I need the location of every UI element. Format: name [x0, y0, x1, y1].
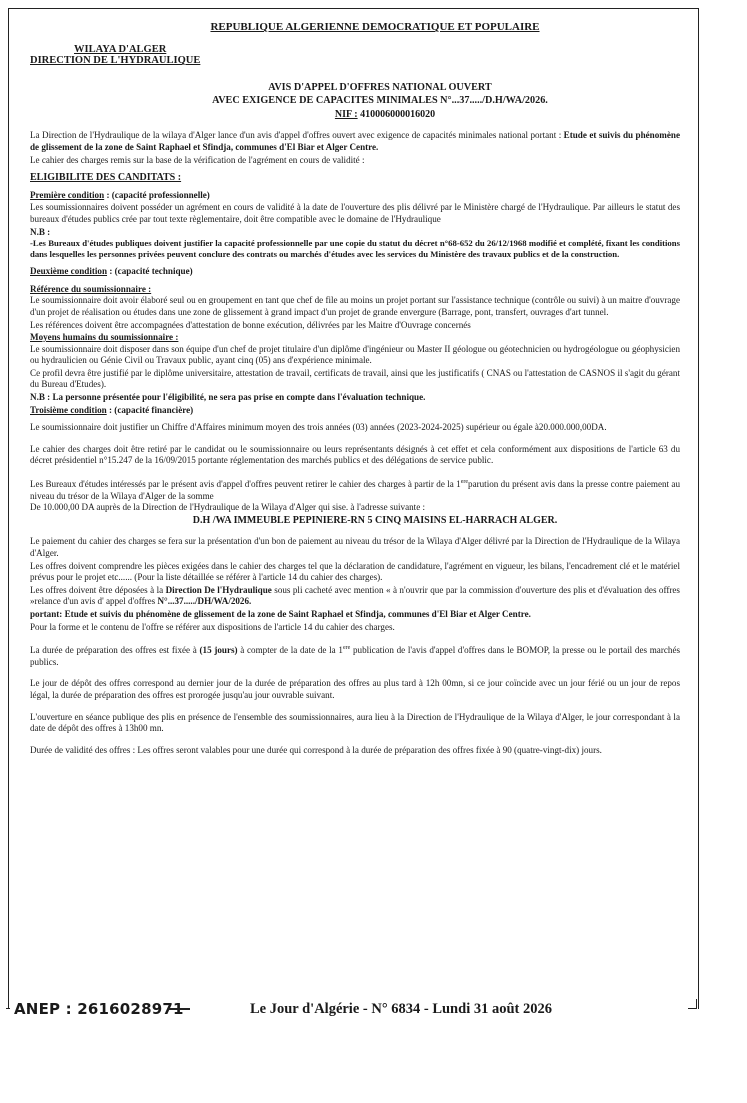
- condition-1-text: Les soumissionnaires doivent posséder un agrément en cours de validité à la date de l'ouverture des plis délivré par le Ministère chargé de l'Hydraulique. Par ailleurs le statut des bureaux d'études publics crée par tout texte règlementaire, doit être compatible avec le domaine de l'Hydraulique: [30, 202, 680, 224]
- address-line: D.H /WA IMMEUBLE PEPINIERE-RN 5 CINQ MAISINS EL-HARRACH ALGER.: [192, 514, 558, 526]
- offres-paragraph: Les offres doivent comprendre les pièces exigées dans le cahier des charges tel que la déclaration de candidature, l'agrément en vigueur, les bilans, l'encadrement clé et le matériel prévus pour le projet etc...... (Pour la liste détaillée se référer à l'article 14 du cahier des charges).: [30, 560, 680, 583]
- nif-label: NIF :: [334, 108, 358, 120]
- eligibility-title: ELIGIBILITE DES CANDITATS :: [30, 172, 182, 184]
- footer-dash: [168, 1008, 190, 1010]
- moyens-text-2: Ce profil devra être justifié par le diplôme universitaire, attestation de travail, certificats de travail, ainsi que les justificatifs ( CNAS ou l'attestation de CASNOS il s'agit du gérant du Bureau d'Etudes).: [30, 367, 680, 390]
- bureaux-paragraph: [30, 477, 680, 514]
- bureaux-sup: ere: [460, 479, 469, 486]
- duree-text-1: La durée de préparation des offres est fixée à: [30, 645, 197, 656]
- duree-days: (15 jours): [199, 645, 238, 656]
- intro-paragraph: [30, 130, 680, 153]
- bureaux-text-3: De 10.000,00 DA auprès de la Direction de l'Hydraulique de la Wilaya d'Alger qui sise. à l'adresse suivante :: [30, 502, 426, 513]
- nb-text: -Les Bureaux d'études publiques doivent justifier la capacité professionnelle par une copie du statut du décret n°68-652 du 26/12/1968 modifié et complété, fixant les conditions dans lesquelles les personnes privées peuvent conclure des contrats ou marchés d'études avec les services du Ministère des travaux publics et de la construction.: [30, 238, 680, 260]
- moyens-nb: N.B : La personne présentée pour l'éligibilité, ne sera pas prise en compte dans l'évaluation technique.: [30, 392, 426, 403]
- cahier-paragraph: Le cahier des charges doit être retiré par le candidat ou le soumissionnaire ou leurs représentants désignés à cet effet et cela conformément aux dispositions de l'article 63 du décret présidentiel n°15.247 de la 16/09/2015 portante réglementation des marchés publics et des délégations de service public.: [30, 443, 680, 466]
- condition-2-label: Deuxième condition: [30, 266, 108, 277]
- intro-cahier: Le cahier des charges remis sur la base de la vérification de l'agrément en cours de validité :: [30, 154, 365, 165]
- paiement-paragraph: Le paiement du cahier des charges se fera sur la présentation d'un bon de paiement au niveau du trésor de la Wilaya d'Alger délivré par la Direction de l'Hydraulique de la Wilaya d'Alger.: [30, 536, 680, 559]
- condition-2-heading: [30, 266, 680, 278]
- validite-paragraph: Durée de validité des offres : Les offres seront valables pour une durée qui correspond à la durée de préparation des offres fixée à 90 (quatre-vingt-dix) jours.: [30, 744, 602, 755]
- condition-1-type: : (capacité professionnelle): [106, 189, 210, 200]
- footer-corner: [696, 999, 697, 1009]
- ouverture-paragraph: L'ouverture en séance publique des plis en présence de l'ensemble des soumissionnaires, aura lieu à la Direction de l'Hydraulique de la Wilaya d'Alger, le jour correspondant à la date de dépôt des offres à 13h00 mn.: [30, 711, 680, 734]
- portant-paragraph: portant: Etude et suivis du phénomène de glissement de la zone de Saint Raphael et Sfindja, communes d'El Biar et Alger Centre.: [30, 609, 531, 619]
- condition-1-label: Première condition: [30, 189, 105, 200]
- depot-number: N°...37...../DH/WA/2026.: [157, 596, 252, 607]
- reference-title: Référence du soumissionnaire :: [30, 283, 152, 294]
- wilaya-heading: WILAYA D'ALGER: [74, 43, 167, 55]
- avis-title-line2: AVEC EXIGENCE DE CAPACITES MINIMALES N°...37...../D.H/WA/2026.: [212, 94, 548, 106]
- footer-rule-left: [6, 1008, 10, 1009]
- reference-text-2: Les références doivent être accompagnées d'attestation de bonne exécution, délivrées par les Maitre d'Ouvrage concernés: [30, 319, 471, 330]
- reference-text-1: Le soumissionnaire doit avoir élaboré seul ou en groupement en tant que chef de file au moins un projet portant sur l'assistance technique (contrôle ou suivi) à un maitre d'ouvrage d'un projet de réalisation ou études dans une zone de glissement à grand impact d'un projet de grande envergure (Barrage, pont, transfert, ouvrages d'art tunnel.: [30, 295, 681, 317]
- bureaux-text-2: parution du présent avis dans la presse contre paiement au niveau du trésor de la Wilaya d'Alger de la somme: [30, 479, 680, 501]
- moyens-title: Moyens humains du soumissionnaire :: [30, 332, 179, 343]
- moyens-text-1: Le soumissionnaire doit disposer dans son équipe d'un chef de projet titulaire d'un diplôme d'ingénieur ou Master II géologue ou géotechnicien ou hydrogéologue ou géophysicien ou hydraulicien ou Génie Civil ou Travaux public, ayant cinq (05) ans d'expérience minimale.: [30, 343, 680, 366]
- jour-depot-paragraph: Le jour de dépôt des offres correspond au dernier jour de la durée de préparation des offres au plus tard à 12h 00mn, si ce jour coïncide avec un jour férié ou un jour de repos légal, la durée de préparation des offres est prorogée jusqu'au jour ouvrable suivant.: [30, 678, 680, 700]
- condition-3-heading: [30, 405, 680, 417]
- bureaux-text-1: Les Bureaux d'études intéressés par le présent avis d'appel d'offres peuvent retirer le cahier des charges à partir de la 1: [30, 479, 461, 490]
- forme-paragraph: Pour la forme et le contenu de l'offre se référer aux dispositions de l'article 14 du cahier des charges.: [30, 621, 395, 632]
- condition-3-text: Le soumissionnaire doit justifier un Chiffre d'Affaires minimum moyen des trois années (03) années (2023-2024-2025) supérieur ou égale à20.000.000,00DA.: [30, 422, 607, 433]
- intro-subject: Etude et suivis du phénomène de glissement de la zone de Saint Raphael et Sfindja, communes d'El Biar et Alger Centre.: [30, 130, 680, 152]
- condition-3-type: : (capacité financière): [109, 404, 194, 415]
- notice-footer: [0, 1000, 747, 1030]
- nif-value: 410006000016020: [360, 108, 436, 120]
- condition-3-label: Troisième condition: [30, 404, 107, 415]
- duree-sup: ere: [342, 645, 351, 652]
- depot-text-2: sous pli cacheté avec mention « à n'ouvrir que par la commission d'ouverture des plis et d'évaluation des offres »relance d'un avis d' appel d'offres: [30, 584, 680, 607]
- condition-1-heading: [30, 190, 680, 202]
- journal-credit: Le Jour d'Algérie - N° 6834 - Lundi 31 août 2026: [250, 1001, 552, 1017]
- depot-paragraph: [30, 585, 680, 608]
- condition-2-type: : (capacité technique): [109, 266, 193, 277]
- depot-direction: Direction De l'Hydraulique: [165, 584, 272, 595]
- duree-text-2: à compter de la date de la 1: [240, 645, 343, 656]
- republic-heading: REPUBLIQUE ALGERIENNE DEMOCRATIQUE ET POPULAIRE: [210, 21, 540, 33]
- depot-text-1: Les offres doivent être déposées à la: [30, 584, 164, 595]
- direction-heading: DIRECTION DE L'HYDRAULIQUE: [30, 55, 201, 67]
- notice-content: [30, 22, 680, 762]
- intro-text: La Direction de l'Hydraulique de la wilaya d'Alger lance d'un avis d'appel d'offres ouvert avec exigence de capacités minimales national portant :: [30, 130, 562, 141]
- nif-line: [30, 109, 680, 121]
- nb-label: N.B :: [30, 226, 51, 237]
- avis-title-line1: AVIS D'APPEL D'OFFRES NATIONAL OUVERT: [268, 81, 492, 93]
- anep-reference: ANEP : 2616028971: [14, 1000, 184, 1018]
- duree-text-3: publication de l'avis d'appel d'offres dans le BOMOP, la presse ou le portail des marchés publics.: [30, 645, 681, 667]
- duree-paragraph: [30, 643, 680, 668]
